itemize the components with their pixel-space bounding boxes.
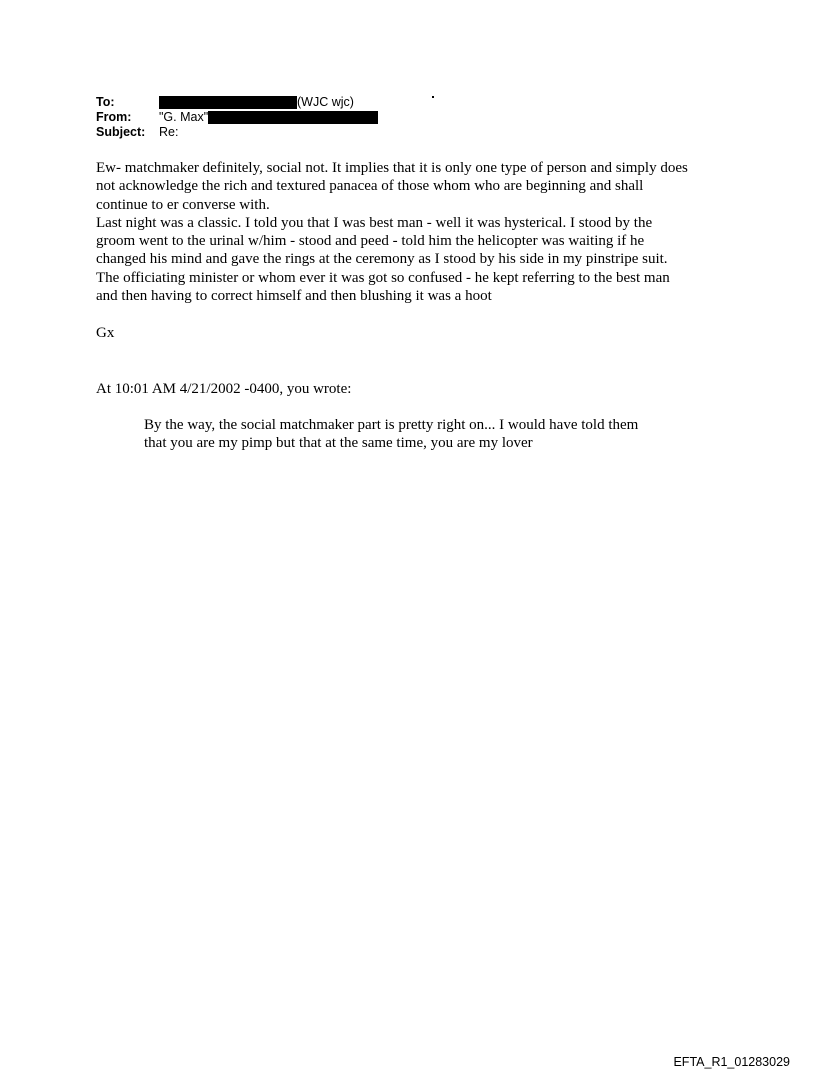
redaction-bar xyxy=(208,111,378,124)
redaction-bar xyxy=(159,96,297,109)
quote-attribution: At 10:01 AM 4/21/2002 -0400, you wrote: xyxy=(96,381,352,397)
stray-mark xyxy=(432,96,434,98)
signature: Gx xyxy=(96,325,115,341)
from-label: From: xyxy=(96,110,132,124)
to-row xyxy=(96,95,378,110)
subject-label: Subject: xyxy=(96,125,146,139)
message-paragraph: Ew- matchmaker definitely, social not. It implies that it is only one type of person and simply does not acknowledge the rich and textured panacea of those whom who are beginning and shall continue to er converse with. Last night was a classic. I told you that I was best man - well it was hysterical. I stood by the groom went to the urinal w/him - stood and peed - told him the helicopter was waiting if he changed his mind and gave the rings at the ceremony as I stood by his side in my pinstripe suit. The officiating minister or whom ever it was got so confused - he kept referring to the best man and then having to correct himself and then blushing it was a hoot xyxy=(96,160,688,305)
from-row xyxy=(96,110,378,125)
from-value: "G. Max" xyxy=(159,110,209,124)
message-body xyxy=(96,159,736,305)
to-value: (WJC wjc) xyxy=(297,95,354,109)
email-header xyxy=(96,95,378,140)
quoted-message: By the way, the social matchmaker part is pretty right on... I would have told them that you are my pimp but that at the same time, you are my lover xyxy=(144,417,639,452)
document-id: EFTA_R1_01283029 xyxy=(673,1055,790,1069)
subject-value: Re: xyxy=(159,125,179,139)
subject-row xyxy=(96,125,378,140)
to-label: To: xyxy=(96,95,115,109)
